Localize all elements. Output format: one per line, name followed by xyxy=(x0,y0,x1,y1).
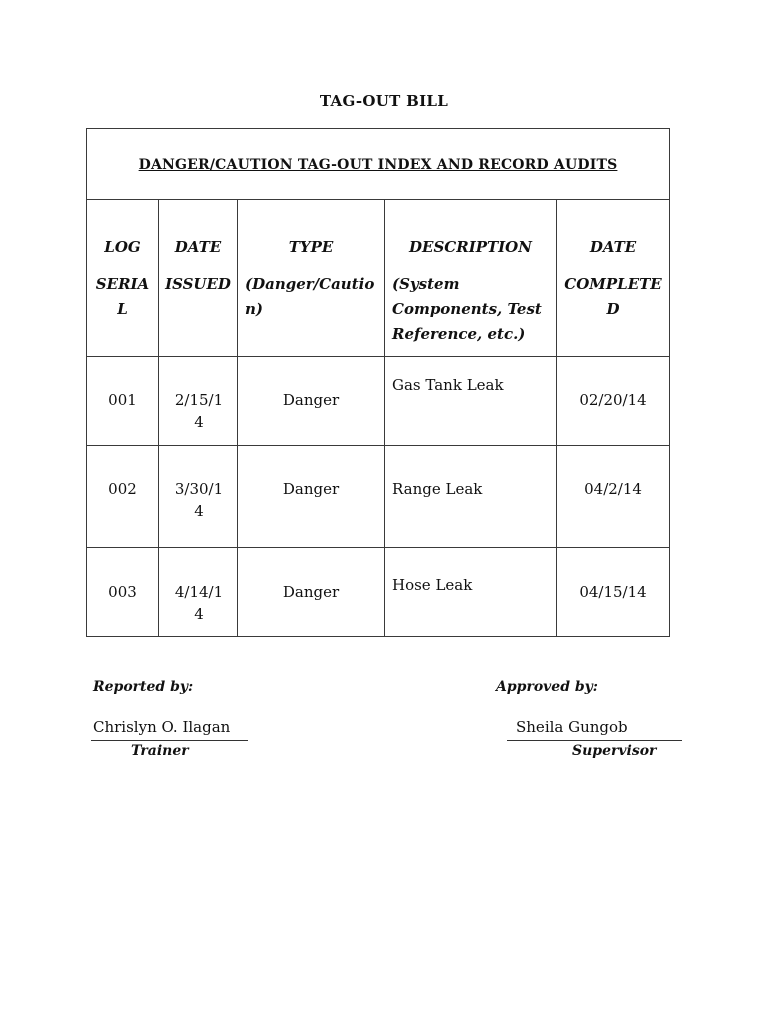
cell-description: Gas Tank Leak xyxy=(385,357,557,446)
cell-serial: 002 xyxy=(87,446,159,548)
table-row xyxy=(87,446,670,548)
table-row xyxy=(87,357,670,446)
reporter-name: Chrislyn O. Ilagan xyxy=(93,718,231,736)
column-header-log-serial: LOG SERIA L xyxy=(87,200,159,357)
cell-serial: 003 xyxy=(87,548,159,637)
cell-description: Range Leak xyxy=(385,446,557,548)
cell-type: Danger xyxy=(238,548,385,637)
column-header-date-completed: DATE COMPLETE D xyxy=(557,200,670,357)
table-row xyxy=(87,548,670,637)
cell-type: Danger xyxy=(238,357,385,446)
cell-completed: 04/15/14 xyxy=(557,548,670,637)
approver-name: Sheila Gungob xyxy=(516,718,628,736)
reporter-role: Trainer xyxy=(131,743,189,759)
table-title-row xyxy=(87,129,670,200)
cell-completed: 04/2/14 xyxy=(557,446,670,548)
document-title: TAG-OUT BILL xyxy=(319,92,449,110)
tag-out-table xyxy=(86,128,670,637)
column-header-row xyxy=(87,200,670,357)
column-header-description: DESCRIPTION (System Components, Test Reference, etc.) xyxy=(385,200,557,357)
approved-by-label: Approved by: xyxy=(496,679,598,695)
cell-completed: 02/20/14 xyxy=(557,357,670,446)
table-title: DANGER/CAUTION TAG-OUT INDEX AND RECORD AUDITS xyxy=(138,157,618,173)
column-header-type: TYPE (Danger/Cautio n) xyxy=(238,200,385,357)
cell-issued: 2/15/14 xyxy=(159,357,238,446)
cell-type: Danger xyxy=(238,446,385,548)
cell-issued: 4/14/14 xyxy=(159,548,238,637)
cell-serial: 001 xyxy=(87,357,159,446)
cell-issued: 3/30/14 xyxy=(159,446,238,548)
column-header-date-issued: DATE ISSUED xyxy=(159,200,238,357)
approver-signature-line xyxy=(507,740,682,741)
cell-description: Hose Leak xyxy=(385,548,557,637)
reported-by-label: Reported by: xyxy=(93,679,194,695)
reporter-signature-line xyxy=(91,740,248,741)
approver-role: Supervisor xyxy=(572,743,657,759)
